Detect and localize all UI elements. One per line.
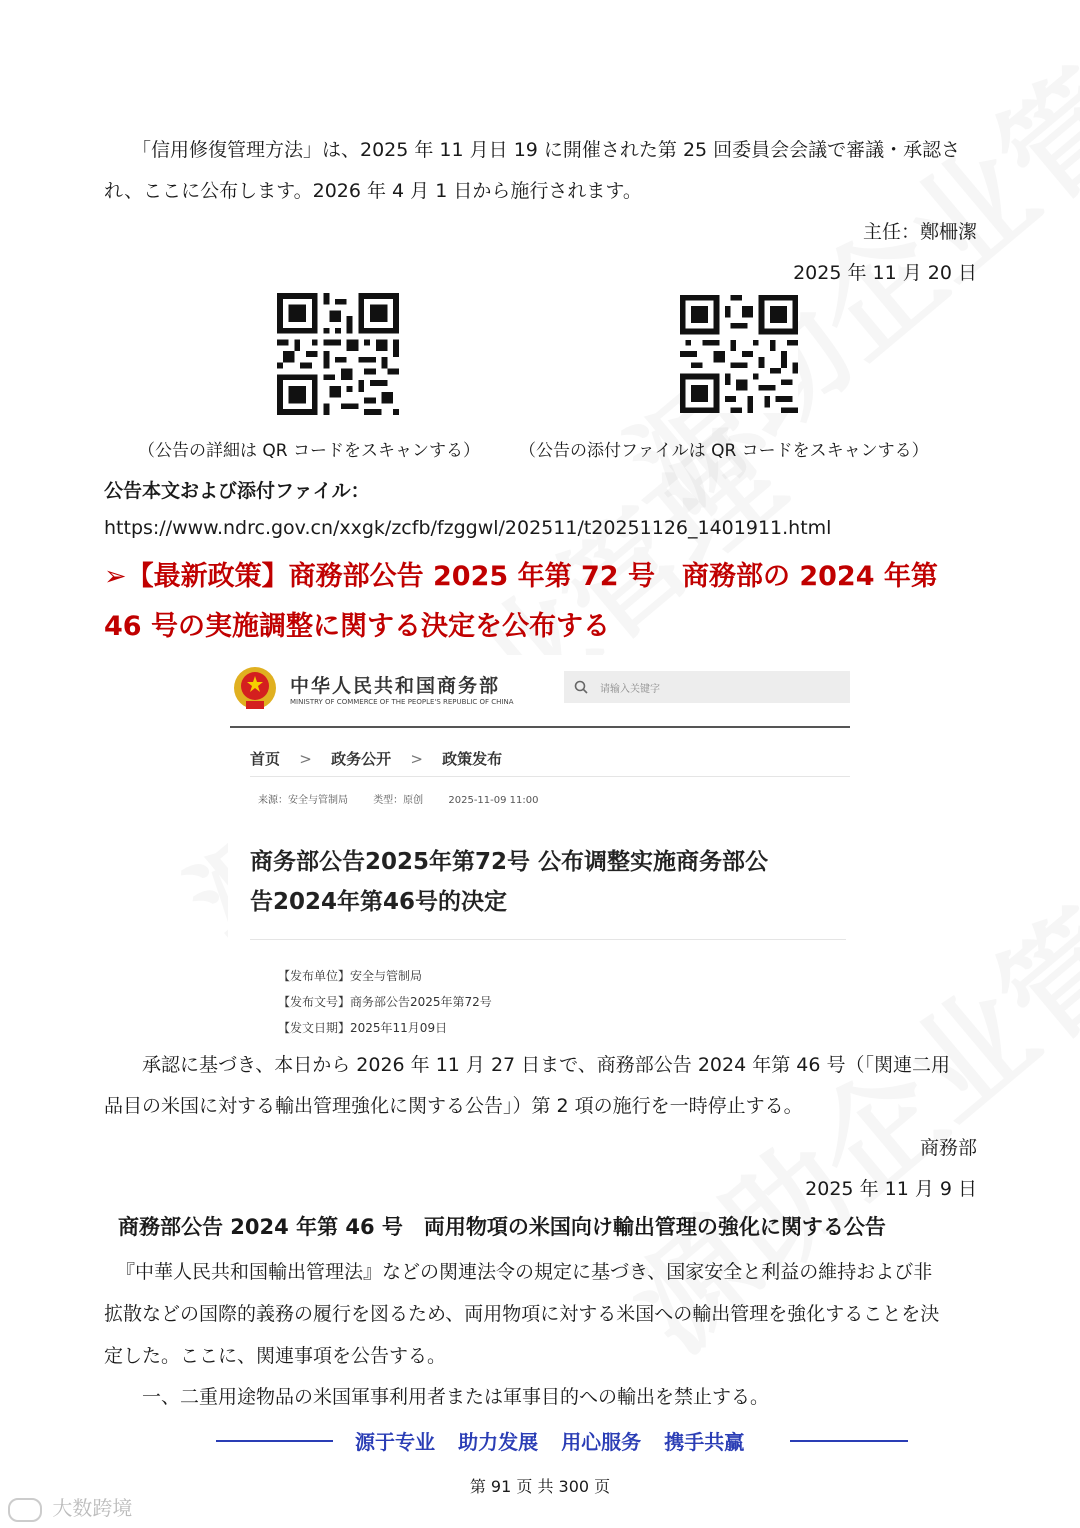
meta-date: 2025-11-09 11:00	[448, 795, 539, 806]
footer-line-right	[790, 1440, 908, 1442]
attachment-label: 公告本文および添付ファイル：	[104, 480, 370, 502]
org-name-cn: 中华人民共和国商务部	[290, 675, 501, 697]
meta-type: 类型：原创	[373, 795, 424, 806]
body1-line-1: 承認に基づき、本日から 2026 年 11 月 27 日まで、商務部公告 2024 年第 46 号（「関連二用	[142, 1054, 950, 1076]
search-icon	[574, 680, 588, 694]
search-placeholder: 请输入关键字	[600, 684, 660, 695]
slogan-4: 携手共赢	[664, 1430, 745, 1454]
policy-heading-line-1: ➢【最新政策】商務部公告 2025 年第 72 号 商務部の 2024 年第	[104, 561, 938, 592]
slogan-1: 源于专业	[355, 1430, 435, 1454]
title-divider	[250, 939, 846, 940]
info-issue-date: 【发文日期】2025年11月09日	[278, 1021, 448, 1035]
announcement-title: 商務部公告 2024 年第 46 号 両用物項の米国向け輸出管理の強化に関する公告	[118, 1215, 886, 1239]
page-number: 第 91 页 共 300 页	[469, 1477, 611, 1496]
qr-caption-attachment: （公告の添付ファイルは QR コードをスキャンする）	[519, 441, 929, 461]
breadcrumb-home[interactable]: 首页	[250, 750, 281, 768]
national-emblem-icon	[232, 665, 278, 713]
intro-line-2: れ、ここに公布します。2026 年 4 月 1 日から施行されます。	[104, 180, 642, 202]
article-meta	[258, 791, 539, 806]
brand-logo-icon	[8, 1498, 42, 1522]
breadcrumb-divider	[250, 776, 850, 777]
announcement-line-3: 定した。ここに、関連事項を公告する。	[104, 1345, 447, 1367]
body1-signer: 商務部	[919, 1137, 977, 1159]
slogan-2: 助力发展	[458, 1430, 539, 1454]
breadcrumb-policy[interactable]: 政策发布	[442, 750, 503, 768]
article-title-line-2: 告2024年第46号的决定	[250, 889, 508, 915]
info-doc-number: 【发布文号】商务部公告2025年第72号	[278, 995, 492, 1009]
attachment-url[interactable]: https://www.ndrc.gov.cn/xxgk/zcfb/fzggwl/202511/t20251126_1401911.html	[104, 517, 832, 539]
footer-slogan	[355, 1426, 744, 1455]
body1-date: 2025 年 11 月 9 日	[805, 1178, 977, 1200]
info-publisher: 【发布单位】安全与管制局	[278, 969, 423, 983]
meta-source: 来源：安全与管制局	[258, 795, 348, 806]
intro-date: 2025 年 11 月 20 日	[793, 262, 977, 284]
footer-line-left	[216, 1440, 333, 1442]
announcement-line-2: 拡散などの国際的義務の履行を図るため、両用物項に対する米国への輸出管理を強化することを決	[104, 1303, 940, 1325]
mofcom-screenshot	[228, 655, 853, 1040]
slogan-3: 用心服务	[561, 1430, 642, 1454]
breadcrumb	[250, 748, 502, 769]
announcement-line-1: 『中華人民共和国輸出管理法』などの関連法令の規定に基づき、国家安全と利益の維持および非	[116, 1261, 933, 1283]
qr-code-detail	[277, 293, 399, 415]
qr-code-attachment	[680, 295, 798, 413]
search-box[interactable]	[564, 671, 850, 703]
breadcrumb-separator: >	[410, 750, 423, 768]
intro-signer: 主任：鄭柵潔	[862, 221, 977, 243]
brand-watermark	[8, 1492, 132, 1522]
breadcrumb-gov-affairs[interactable]: 政务公开	[331, 750, 392, 768]
org-name-en: MINISTRY OF COMMERCE OF THE PEOPLE'S REPUBLIC OF CHINA	[290, 698, 514, 706]
policy-heading-line-2: 46 号の実施調整に関する決定を公布する	[104, 611, 610, 642]
breadcrumb-separator: >	[299, 750, 312, 768]
qr-caption-detail: （公告の詳細は QR コードをスキャンする）	[138, 441, 480, 461]
announcement-item-1: 一、二重用途物品の米国軍事利用者または軍事目的への輸出を禁止する。	[142, 1386, 770, 1408]
intro-line-1: 「信用修復管理方法」は、2025 年 11 月日 19 に開催された第 25 回委員会会議で審議・承認さ	[132, 139, 961, 161]
brand-name: 大数跨境	[52, 1496, 133, 1520]
header-divider	[230, 726, 850, 728]
article-title-line-1: 商务部公告2025年第72号 公布调整实施商务部公	[250, 849, 769, 875]
body1-line-2: 品目の米国に対する輸出管理強化に関する公告」）第 2 項の施行を一時停止する。	[104, 1095, 803, 1117]
